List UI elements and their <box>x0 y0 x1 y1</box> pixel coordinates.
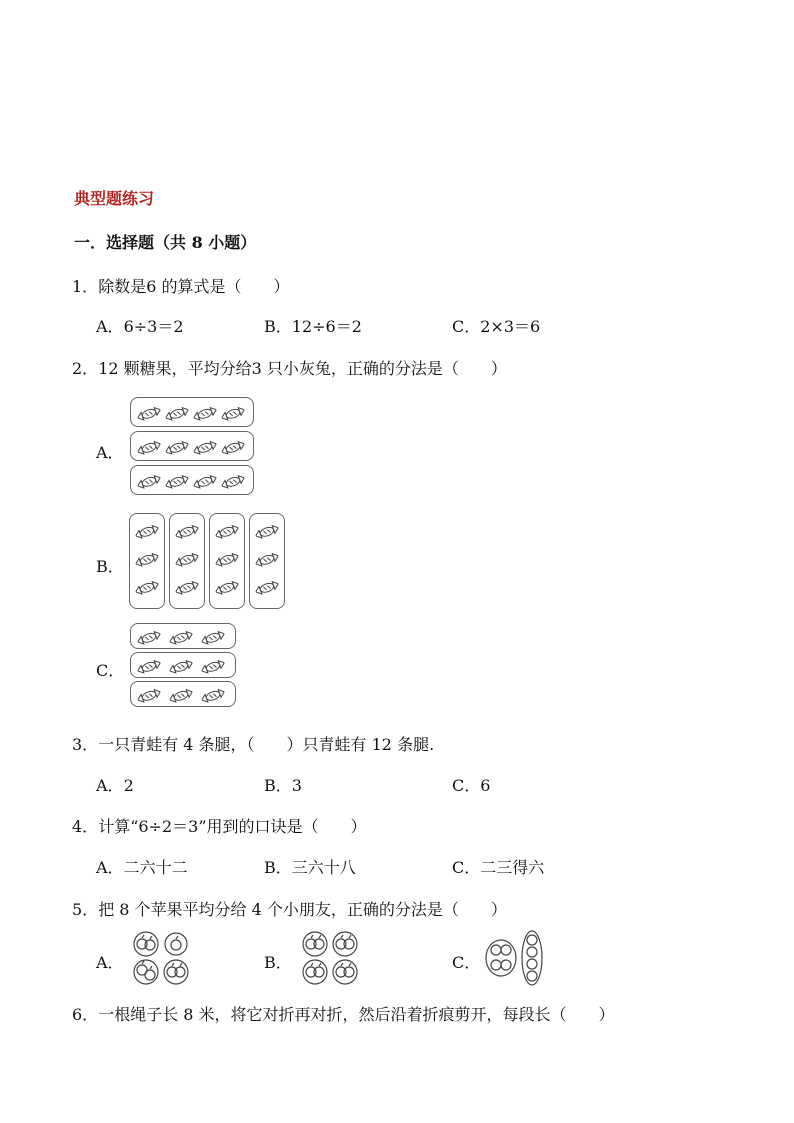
question-number: 3． <box>72 735 99 754</box>
question-text: 一只青蛙有 4 条腿，（ ）只青蛙有 12 条腿. <box>98 735 435 754</box>
option-text: 三六十八 <box>291 858 356 877</box>
option-1b <box>264 314 362 337</box>
option-2a-label: A． <box>96 443 124 462</box>
option-label: B． <box>264 317 292 336</box>
option-5a-image <box>130 930 194 986</box>
question-number: 6． <box>72 1005 99 1024</box>
option-2a-image <box>130 397 254 499</box>
question-text: 12 颗糖果，平均分给3 只小灰兔，正确的分法是（ ） <box>98 359 507 378</box>
option-text: 6÷3＝2 <box>123 317 184 336</box>
option-3b <box>264 773 302 796</box>
question-number: 2． <box>72 359 99 378</box>
option-text: 2 <box>123 776 134 795</box>
option-5b-image <box>299 930 363 986</box>
question-3 <box>72 732 434 755</box>
section-title: 典型题练习 <box>74 189 155 208</box>
option-text: 二六十二 <box>123 858 188 877</box>
option-3c <box>452 773 490 796</box>
option-2c-image <box>130 623 236 709</box>
option-2b-image <box>129 513 287 609</box>
option-5a-label: A． <box>96 953 124 972</box>
question-2 <box>72 356 507 379</box>
option-label: C． <box>452 776 481 795</box>
option-text: 6 <box>480 776 491 795</box>
question-number: 1． <box>72 277 99 296</box>
option-text: 12÷6＝2 <box>291 317 362 336</box>
question-number: 4． <box>72 817 99 836</box>
option-4b <box>264 855 356 878</box>
question-text: 一根绳子长 8 米，将它对折再对折，然后沿着折痕剪开，每段长（ ） <box>98 1005 615 1024</box>
option-3a <box>96 773 134 796</box>
option-5c-image <box>484 928 548 988</box>
question-1 <box>72 274 289 297</box>
question-text: 计算“6÷2＝3”用到的口诀是（ ） <box>98 817 367 836</box>
option-text: 3 <box>291 776 302 795</box>
option-1a <box>96 314 184 337</box>
option-5b-label: B． <box>264 953 292 972</box>
question-number: 5． <box>72 900 99 919</box>
option-label: B． <box>264 776 292 795</box>
part-title: 一．选择题（共 8 小题） <box>74 233 257 252</box>
option-label: B． <box>264 858 292 877</box>
question-4 <box>72 814 367 837</box>
option-label: C． <box>452 858 481 877</box>
option-1c <box>452 314 540 337</box>
option-label: A． <box>96 858 124 877</box>
option-2b-label: B． <box>96 557 124 576</box>
option-2c-label: C． <box>96 661 125 680</box>
option-4a <box>96 855 188 878</box>
option-label: C． <box>452 317 481 336</box>
option-label: A． <box>96 317 124 336</box>
option-label: A． <box>96 776 124 795</box>
option-text: 2×3＝6 <box>480 317 541 336</box>
option-text: 二三得六 <box>480 858 545 877</box>
option-4c <box>452 855 544 878</box>
question-text: 把 8 个苹果平均分给 4 个小朋友，正确的分法是（ ） <box>98 900 507 919</box>
question-5 <box>72 897 507 920</box>
option-5c-label: C． <box>452 953 481 972</box>
question-6 <box>72 1002 615 1025</box>
question-text: 除数是6 的算式是（ ） <box>98 277 290 296</box>
